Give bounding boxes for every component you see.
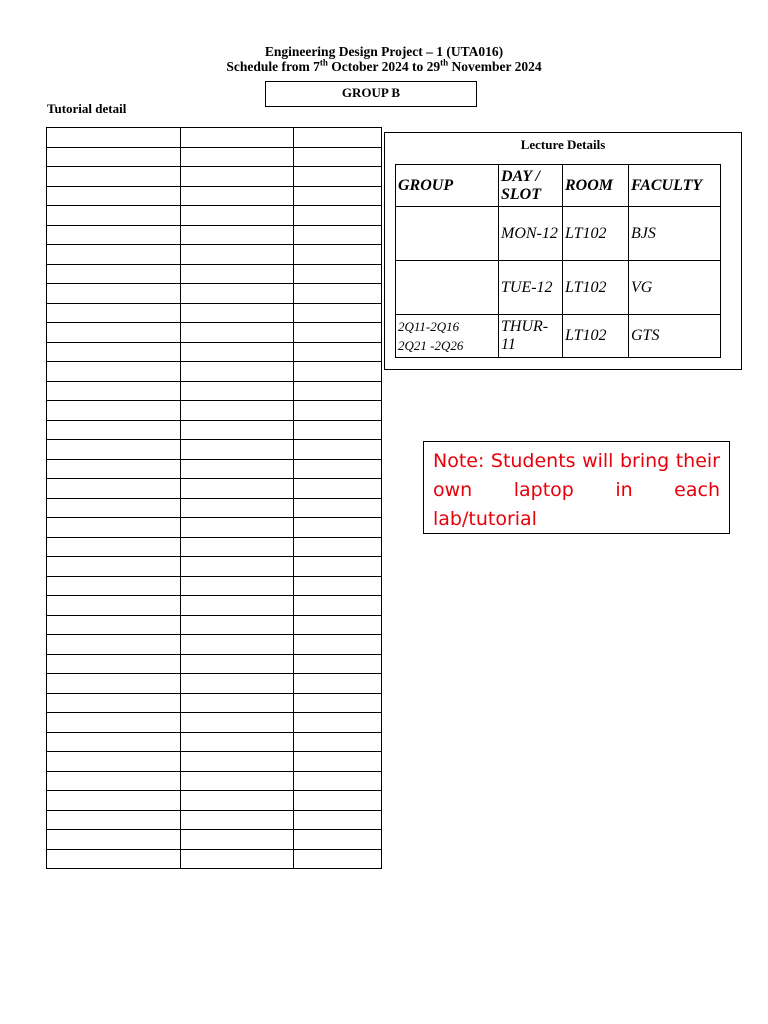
tutorial-cell: [181, 576, 294, 596]
tutorial-cell: [294, 693, 382, 713]
tutorial-row: [47, 225, 382, 245]
tutorial-cell: [47, 713, 181, 733]
tutorial-cell: [47, 576, 181, 596]
tutorial-row: [47, 693, 382, 713]
lecture-details-box: [384, 132, 742, 370]
lecture-faculty-cell: VG: [629, 261, 721, 315]
tutorial-row: [47, 323, 382, 343]
schedule-superscript-1: th: [319, 57, 328, 68]
title-line-2: [0, 59, 768, 74]
tutorial-cell: [181, 849, 294, 869]
tutorial-row: [47, 635, 382, 655]
lecture-room-cell: LT102: [563, 261, 629, 315]
tutorial-cell: [294, 713, 382, 733]
tutorial-cell: [47, 635, 181, 655]
tutorial-cell: [181, 557, 294, 577]
tutorial-row: [47, 713, 382, 733]
tutorial-cell: [47, 830, 181, 850]
tutorial-row: [47, 654, 382, 674]
tutorial-cell: [294, 752, 382, 772]
tutorial-cell: [181, 303, 294, 323]
tutorial-cell: [47, 518, 181, 538]
tutorial-detail-label: Tutorial detail: [47, 101, 127, 116]
tutorial-cell: [181, 771, 294, 791]
tutorial-cell: [47, 693, 181, 713]
tutorial-cell: [294, 225, 382, 245]
tutorial-cell: [181, 693, 294, 713]
tutorial-cell: [181, 362, 294, 382]
tutorial-row: [47, 342, 382, 362]
tutorial-row: [47, 830, 382, 850]
tutorial-row: [47, 206, 382, 226]
tutorial-row: [47, 303, 382, 323]
tutorial-cell: [47, 167, 181, 187]
tutorial-cell: [47, 303, 181, 323]
tutorial-cell: [181, 635, 294, 655]
tutorial-cell: [47, 206, 181, 226]
schedule-suffix: November 2024: [448, 59, 542, 74]
tutorial-row: [47, 596, 382, 616]
tutorial-row: [47, 284, 382, 304]
schedule-middle: October 2024 to 29: [327, 59, 441, 74]
header-room: ROOM: [563, 165, 629, 207]
tutorial-row: [47, 420, 382, 440]
tutorial-cell: [294, 596, 382, 616]
tutorial-cell: [294, 323, 382, 343]
tutorial-cell: [294, 635, 382, 655]
tutorial-row: [47, 771, 382, 791]
tutorial-cell: [47, 245, 181, 265]
tutorial-cell: [181, 381, 294, 401]
tutorial-cell: [294, 440, 382, 460]
document-title: [0, 44, 768, 74]
tutorial-cell: [294, 167, 382, 187]
tutorial-row: [47, 615, 382, 635]
tutorial-cell: [294, 674, 382, 694]
tutorial-cell: [47, 264, 181, 284]
tutorial-cell: [47, 771, 181, 791]
tutorial-cell: [294, 615, 382, 635]
tutorial-cell: [181, 420, 294, 440]
tutorial-cell: [47, 791, 181, 811]
tutorial-row: [47, 791, 382, 811]
lecture-day-cell: THUR-11: [499, 315, 563, 358]
tutorial-cell: [47, 557, 181, 577]
tutorial-cell: [47, 849, 181, 869]
tutorial-row: [47, 245, 382, 265]
tutorial-row: [47, 479, 382, 499]
tutorial-cell: [47, 537, 181, 557]
tutorial-cell: [294, 537, 382, 557]
tutorial-cell: [47, 479, 181, 499]
tutorial-cell: [47, 420, 181, 440]
tutorial-cell: [294, 381, 382, 401]
group-line-2: 2Q21 -2Q26: [398, 338, 464, 353]
tutorial-cell: [181, 732, 294, 752]
lecture-row: [396, 261, 721, 315]
lecture-header-row: [396, 165, 721, 207]
tutorial-row: [47, 186, 382, 206]
tutorial-cell: [181, 518, 294, 538]
tutorial-cell: [294, 518, 382, 538]
lecture-room-cell: LT102: [563, 315, 629, 358]
tutorial-cell: [47, 440, 181, 460]
tutorial-cell: [294, 362, 382, 382]
tutorial-cell: [47, 654, 181, 674]
tutorial-cell: [181, 791, 294, 811]
lecture-details-title: Lecture Details: [520, 137, 606, 152]
tutorial-cell: [47, 225, 181, 245]
tutorial-cell: [294, 459, 382, 479]
tutorial-cell: [181, 323, 294, 343]
tutorial-cell: [294, 147, 382, 167]
tutorial-cell: [47, 459, 181, 479]
header-day-slot: DAY / SLOT: [499, 165, 563, 207]
tutorial-cell: [181, 479, 294, 499]
tutorial-cell: [47, 128, 181, 148]
tutorial-row: [47, 557, 382, 577]
tutorial-cell: [181, 537, 294, 557]
tutorial-cell: [181, 245, 294, 265]
tutorial-row: [47, 518, 382, 538]
tutorial-cell: [181, 284, 294, 304]
tutorial-cell: [294, 206, 382, 226]
tutorial-cell: [294, 401, 382, 421]
tutorial-cell: [47, 342, 181, 362]
tutorial-cell: [294, 264, 382, 284]
tutorial-cell: [181, 206, 294, 226]
lecture-faculty-cell: GTS: [629, 315, 721, 358]
tutorial-row: [47, 498, 382, 518]
tutorial-row: [47, 264, 382, 284]
title-line-1: Engineering Design Project – 1 (UTA016): [264, 44, 504, 59]
tutorial-cell: [181, 810, 294, 830]
tutorial-cell: [294, 498, 382, 518]
tutorial-row: [47, 381, 382, 401]
tutorial-cell: [47, 615, 181, 635]
tutorial-cell: [294, 284, 382, 304]
lecture-table: [395, 164, 721, 358]
tutorial-cell: [47, 401, 181, 421]
tutorial-cell: [47, 752, 181, 772]
tutorial-cell: [181, 674, 294, 694]
tutorial-cell: [47, 381, 181, 401]
tutorial-cell: [294, 186, 382, 206]
tutorial-row: [47, 849, 382, 869]
group-line-1: 2Q11-2Q16: [398, 319, 460, 334]
header-faculty: FACULTY: [629, 165, 721, 207]
tutorial-cell: [294, 732, 382, 752]
lecture-group-cell: [396, 261, 499, 315]
tutorial-cell: [181, 654, 294, 674]
tutorial-row: [47, 147, 382, 167]
tutorial-cell: [181, 342, 294, 362]
tutorial-cell: [181, 147, 294, 167]
tutorial-cell: [47, 186, 181, 206]
lecture-day-cell: MON-12: [499, 207, 563, 261]
schedule-prefix: Schedule from 7: [226, 59, 320, 74]
tutorial-cell: [47, 362, 181, 382]
tutorial-cell: [181, 264, 294, 284]
tutorial-cell: [294, 420, 382, 440]
tutorial-cell: [181, 713, 294, 733]
tutorial-cell: [294, 771, 382, 791]
tutorial-cell: [294, 810, 382, 830]
tutorial-cell: [181, 830, 294, 850]
tutorial-cell: [294, 303, 382, 323]
tutorial-cell: [181, 225, 294, 245]
tutorial-cell: [47, 498, 181, 518]
lecture-row: [396, 207, 721, 261]
group-label-box: GROUP B: [265, 81, 477, 107]
tutorial-row: [47, 732, 382, 752]
tutorial-row: [47, 459, 382, 479]
header-group: GROUP: [396, 165, 499, 207]
tutorial-row: [47, 752, 382, 772]
lecture-group-cell: [396, 315, 499, 358]
tutorial-row: [47, 362, 382, 382]
tutorial-cell: [294, 654, 382, 674]
lecture-day-cell: TUE-12: [499, 261, 563, 315]
tutorial-cell: [181, 186, 294, 206]
lecture-group-cell: [396, 207, 499, 261]
tutorial-cell: [294, 576, 382, 596]
tutorial-row: [47, 440, 382, 460]
tutorial-cell: [181, 498, 294, 518]
tutorial-cell: [294, 849, 382, 869]
tutorial-row: [47, 537, 382, 557]
tutorial-cell: [294, 479, 382, 499]
tutorial-cell: [47, 732, 181, 752]
tutorial-cell: [181, 167, 294, 187]
lecture-room-cell: LT102: [563, 207, 629, 261]
tutorial-cell: [47, 147, 181, 167]
tutorial-cell: [47, 284, 181, 304]
tutorial-cell: [181, 752, 294, 772]
tutorial-cell: [181, 459, 294, 479]
tutorial-row: [47, 576, 382, 596]
tutorial-cell: [181, 401, 294, 421]
tutorial-cell: [294, 791, 382, 811]
schedule-superscript-2: th: [440, 57, 449, 68]
tutorial-cell: [47, 596, 181, 616]
laptop-note: Note: Students will bring their own laptop in each lab/tutorial: [423, 441, 730, 534]
tutorial-cell: [181, 440, 294, 460]
tutorial-cell: [294, 245, 382, 265]
tutorial-cell: [294, 342, 382, 362]
tutorial-cell: [294, 128, 382, 148]
lecture-faculty-cell: BJS: [629, 207, 721, 261]
tutorial-row: [47, 401, 382, 421]
tutorial-cell: [181, 615, 294, 635]
tutorial-cell: [294, 830, 382, 850]
tutorial-cell: [181, 128, 294, 148]
tutorial-table: [46, 127, 382, 869]
tutorial-cell: [47, 674, 181, 694]
tutorial-row: [47, 167, 382, 187]
tutorial-cell: [47, 810, 181, 830]
tutorial-cell: [294, 557, 382, 577]
tutorial-row: [47, 810, 382, 830]
tutorial-row: [47, 674, 382, 694]
tutorial-cell: [47, 323, 181, 343]
lecture-row: [396, 315, 721, 358]
tutorial-cell: [181, 596, 294, 616]
tutorial-row: [47, 128, 382, 148]
